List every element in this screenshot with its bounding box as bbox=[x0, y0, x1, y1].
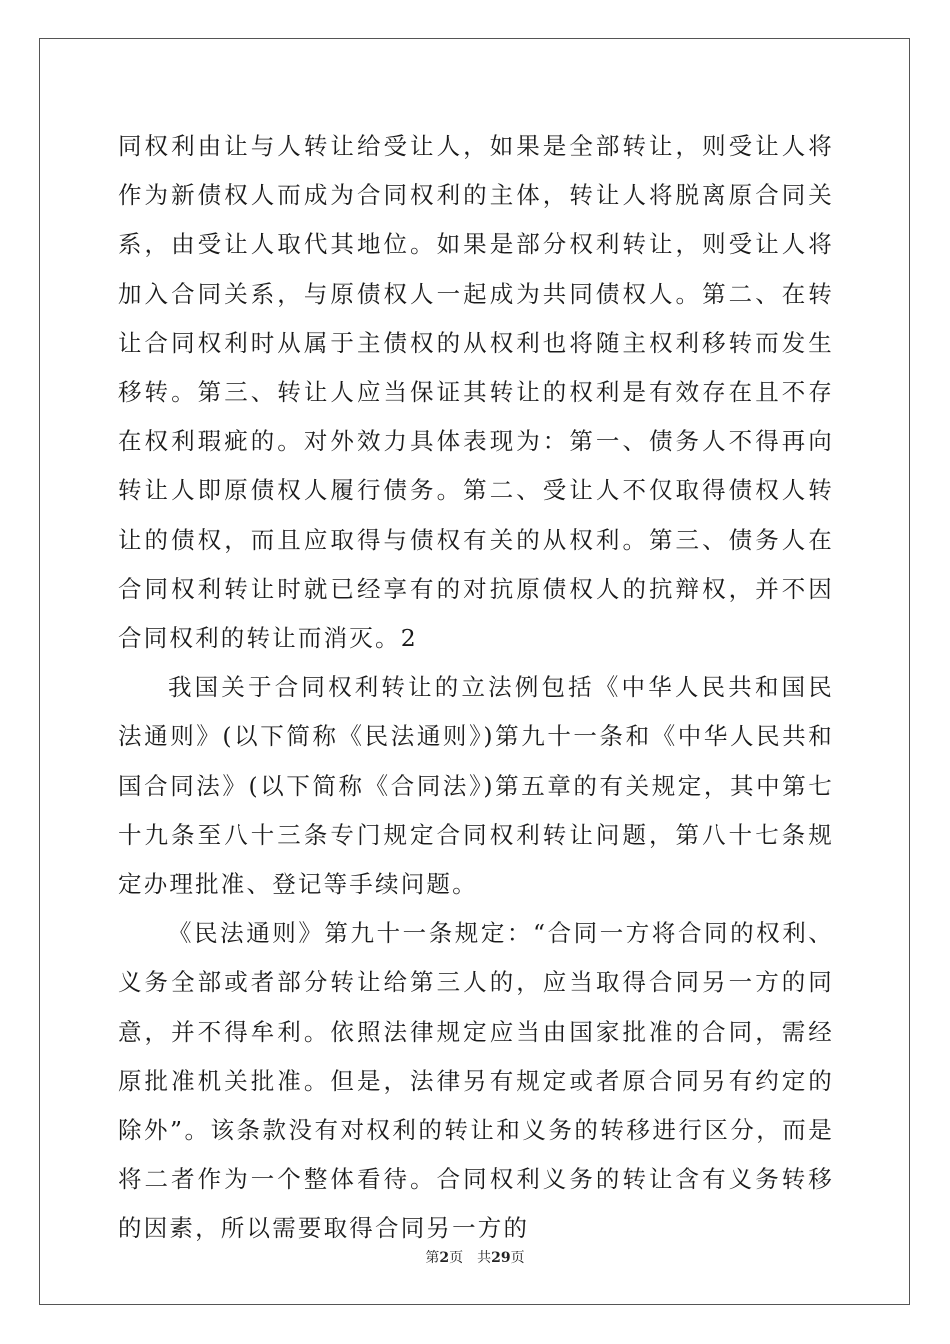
total-prefix: 共 bbox=[477, 1250, 492, 1266]
page-suffix: 页 bbox=[449, 1250, 464, 1266]
paragraph-3: 《民法通则》第九十一条规定：“合同一方将合同的权利、义务全部或者部分转让给第三人的，应当取得合同另一方的同意，并不得牟利。依照法律规定应当由国家批准的合同，需经原批准机关批准。但是，法律另有规定或者原合同另有约定的除外”。该条款没有对权利的转让和义务的转移进行区分，而是将二者作为一个整体看待。合同权利义务的转让含有义务转移的因素，所以需要取得合同另一方的 bbox=[118, 919, 834, 1243]
total-suffix: 页 bbox=[510, 1250, 525, 1266]
paragraph-1: 同权利由让与人转让给受让人，如果是全部转让，则受让人将作为新债权人而成为合同权利的主体，转让人将脱离原合同关系，由受让人取代其地位。如果是部分权利转让，则受让人将加入合同关系，与原债权人一起成为共同债权人。第二、在转让合同权利时从属于主债权的从权利也将随主权利移转而发生移转。第三、转让人应当保证其转让的权利是有效存在且不存在权利瑕疵的。对外效力具体表现为：第一、债务人不得再向转让人即原债权人履行债务。第二、受让人不仅取得债权人转让的债权，而且应取得与债权有关的从权利。第三、债务人在合同权利转让时就已经享有的对抗原债权人的抗辩权，并不因合同权利的转让而消灭。2 bbox=[118, 132, 834, 653]
page-footer bbox=[0, 1247, 950, 1267]
page-prefix: 第 bbox=[425, 1250, 440, 1266]
total-pages: 29 bbox=[491, 1250, 511, 1266]
paragraph-2: 我国关于合同权利转让的立法例包括《中华人民共和国民法通则》(以下简称《民法通则》)第九十一条和《中华人民共和国合同法》(以下简称《合同法》)第五章的有关规定，其中第七十九条至八十三条专门规定合同权利转让问题，第八十七条规定办理批准、登记等手续问题。 bbox=[118, 673, 834, 899]
page-number: 2 bbox=[439, 1250, 450, 1266]
document-body bbox=[118, 122, 834, 1254]
